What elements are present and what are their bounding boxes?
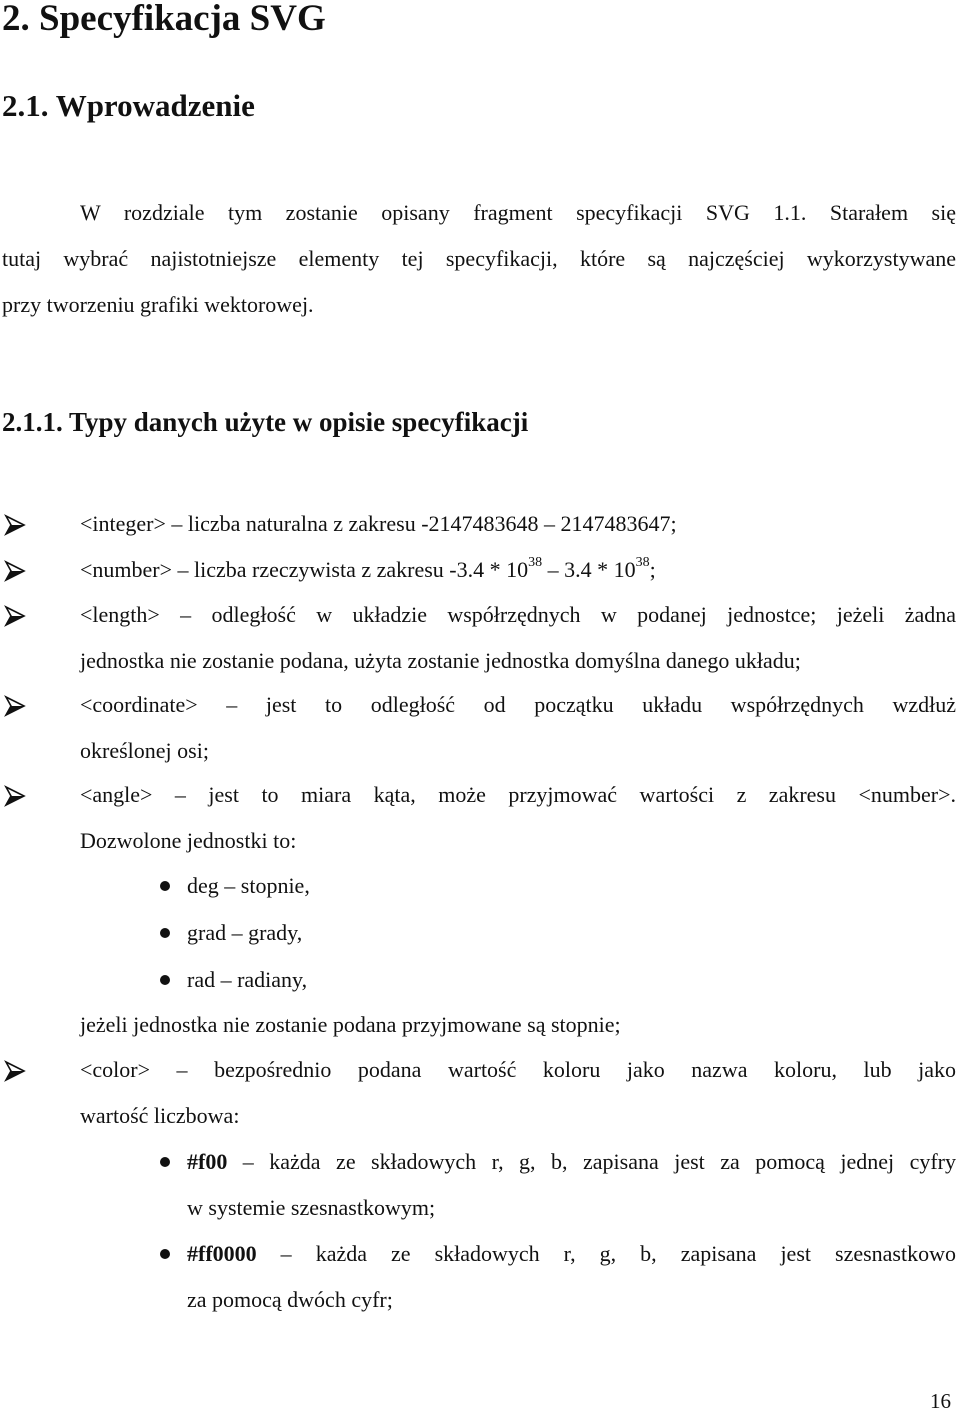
intro-line-3: przy tworzeniu grafiki wektorowej. [2,292,314,317]
item-coordinate-line-1: <coordinate> – jest to odległość od początku układu współrzędnych wzdłuż [80,692,956,717]
item-number-text-3: ; [649,557,656,582]
round-bullet-icon [160,1249,170,1259]
item-coordinate-line-2: określonej osi; [80,738,209,763]
round-bullet-icon [160,1157,170,1167]
color-format-short-code: #f00 [187,1149,228,1174]
item-number-text-2: – 3.4 * 10 [542,557,636,582]
subsection-heading: 2.1.1. Typy danych użyte w opisie specyfikacji [2,407,529,437]
intro-line-2: tutaj wybrać najistotniejsze elementy tej specyfikacji, które są najczęściej wykorzystywane [2,246,956,271]
color-format-short-line-2: w systemie szesnastkowym; [187,1195,436,1220]
round-bullet-icon [160,975,170,985]
item-color-line-1: <color> – bezpośrednio podana wartość koloru jako nazwa koloru, lub jako [80,1057,956,1082]
color-format-long-line-1 [187,1239,956,1269]
color-format-short-desc: – każda ze składowych r, g, b, zapisana jest za pomocą jednej cyfry [227,1149,956,1174]
item-number-exponent-2: 38 [635,554,650,570]
angle-unit-grad: grad – grady, [187,920,303,945]
item-angle-line-1: <angle> – jest to miara kąta, może przyjmować wartości z zakresu <number>. [80,782,956,807]
angle-unit-rad: rad – radiany, [187,967,308,992]
page-number: 16 [930,1389,951,1413]
round-bullet-icon [160,928,170,938]
angle-default-note: jeżeli jednostka nie zostanie podana przyjmowane są stopnie; [80,1012,621,1037]
color-format-long-desc: – każda ze składowych r, g, b, zapisana jest szesnastkowo [256,1241,956,1266]
item-length-line-2: jednostka nie zostanie podana, użyta zostanie jednostka domyślna danego układu; [80,648,801,673]
item-number-text-1: <number> – liczba rzeczywista z zakresu -3.4 * 10 [80,557,529,582]
intro-line-1: W rozdziale tym zostanie opisany fragment specyfikacji SVG 1.1. Starałem się [80,200,956,225]
chapter-heading: 2. Specyfikacja SVG [2,0,326,39]
item-integer: <integer> – liczba naturalna z zakresu -2147483648 – 2147483647; [80,511,677,536]
item-number-exponent-1: 38 [528,554,543,570]
item-length-line-1: <length> – odległość w układzie współrzędnych w podanej jednostce; jeżeli żadna [80,602,956,627]
color-format-long-code: #ff0000 [187,1241,257,1266]
arrowhead-bullet-icon [4,560,26,582]
item-color-line-2: wartość liczbowa: [80,1103,240,1128]
color-format-long-line-2: za pomocą dwóch cyfr; [187,1287,393,1312]
color-format-short-line-1 [187,1147,956,1177]
arrowhead-bullet-icon [4,1060,26,1082]
item-number [80,555,656,585]
arrowhead-bullet-icon [4,514,26,536]
section-heading: 2.1. Wprowadzenie [2,88,255,123]
arrowhead-bullet-icon [4,605,26,627]
item-angle-line-2: Dozwolone jednostki to: [80,828,297,853]
arrowhead-bullet-icon [4,695,26,717]
angle-unit-deg: deg – stopnie, [187,873,310,898]
arrowhead-bullet-icon [4,785,26,807]
round-bullet-icon [160,881,170,891]
